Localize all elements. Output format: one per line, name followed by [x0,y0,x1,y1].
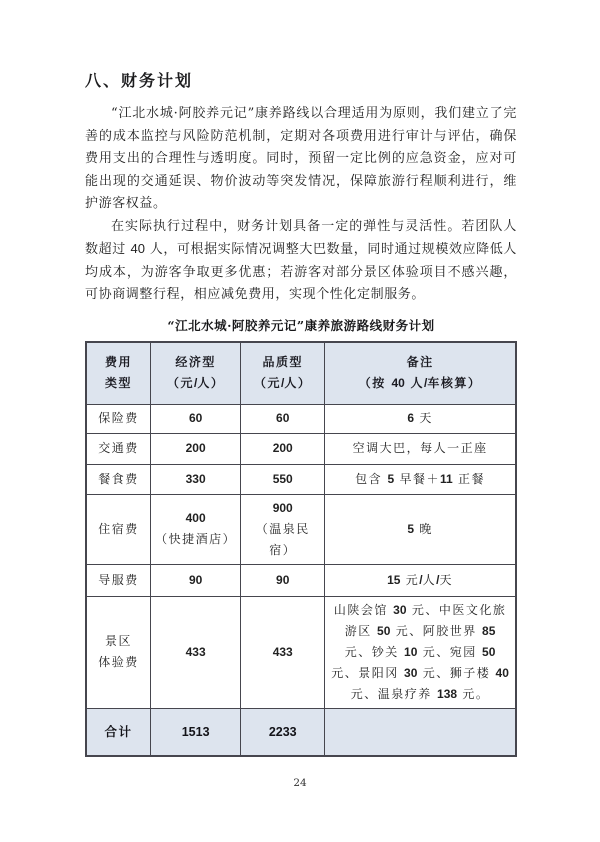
table-row [86,404,516,433]
finance-table [85,341,517,757]
cell-line: 餐食费 [98,471,139,486]
category-cell [86,433,151,464]
numeric-text: 90 [276,572,290,587]
cell-line [155,469,236,490]
economy-cell [151,494,241,564]
header-line: 备注 [406,355,434,369]
numeric-text: / [424,376,428,390]
numeric-text: 330 [185,471,206,486]
numeric-text: 200 [185,441,206,455]
cell-line [245,408,320,429]
cell-line: 景区 [104,634,132,648]
numeric-text: 40 [495,665,509,680]
numeric-text: / [281,376,285,390]
table-row [86,494,516,564]
cell-line [245,438,320,459]
cell-line [155,438,236,459]
table-title: “江北水城·阿胶养元记”康养旅游路线财务计划 [167,317,435,333]
numeric-text: 433 [185,644,206,659]
remark-cell: 山陕会馆 30 元、中医文化旅游区 50 元、阿胶世界 85 元、钞关 10 元、宛园 50 元、景阳冈 30 元、狮子楼 40 元、温泉疗养 138 元。 [325,596,516,708]
numeric-text: 50 [482,644,496,659]
remark-cell: 包含 5 早餐＋11 正餐 [325,464,516,494]
header-cell-quality [241,342,325,405]
numeric-text: 1513 [181,724,210,739]
numeric-text: 900 [272,500,293,515]
header-line: 经济型 [175,355,216,369]
remark-cell: 6 天 [325,404,516,433]
table-row [86,433,516,464]
numeric-text: 433 [272,644,293,659]
body-paragraph-2: 在实际执行过程中，财务计划具备一定的弹性与灵活性。若团队人数超过 40 人，可根据实际情况调整大巴数量，同时通过规模效应降低人均成本，为游客争取更多优惠；若游客对部分景区体验项目不感兴趣，可协商调整行程，相应减免费用，实现个性化定制服务。 [85,218,517,302]
numeric-text: 40 [391,376,405,390]
cell-line [245,469,320,490]
header-line: 费用 [104,355,132,369]
cell-line [155,408,236,429]
header-line: （元/人） [166,376,225,390]
page-number: 24 [293,777,307,789]
numeric-text: 550 [272,471,293,486]
quality-cell [241,494,325,564]
quality-cell [241,564,325,596]
economy-cell [151,433,241,464]
category-cell [86,464,151,494]
body-paragraph-1: “江北水城·阿胶养元记”康养路线以合理适用为原则，我们建立了完善的成本监控与风险防范机制，定期对各项费用进行审计与评估，确保费用支出的合理性与透明度。同时，预留一定比例的应急资金，应对可能出现的交通延误、物价波动等突发情况，保障旅游行程顺利进行，维护游客权益。 [85,106,517,211]
cell-line [245,642,320,663]
numeric-text: 11 [439,471,453,486]
quality-cell [241,596,325,708]
finance-table-body [86,404,516,708]
finance-table-header [86,342,516,405]
numeric-text: / [436,572,440,587]
cell-line: （温泉民宿） [255,521,310,557]
numeric-text: 2233 [268,724,297,739]
category-cell [86,404,151,433]
table-row [86,564,516,596]
cell-line: 保险费 [98,411,139,425]
total-economy-cell [151,708,241,756]
numeric-text: 200 [272,441,293,455]
numeric-text: 60 [276,411,290,425]
header-line: 品质型 [262,355,303,369]
cell-line: 住宿费 [98,521,139,536]
table-row [86,596,516,708]
header-line: （元/人） [254,376,312,390]
cell-line [155,508,236,529]
finance-table-footer [86,708,516,756]
numeric-text: / [419,572,423,587]
numeric-text: 40 [130,241,146,256]
header-cell-remark [325,342,516,405]
total-quality-cell [241,708,325,756]
numeric-text: 85 [482,623,496,638]
header-row [86,342,516,405]
quality-cell [241,433,325,464]
numeric-text: 138 [437,686,458,701]
numeric-text: 60 [188,411,203,425]
quality-cell [241,464,325,494]
table-row [86,464,516,494]
total-remark-cell [325,708,516,756]
remark-cell: 5 晚 [325,494,516,564]
numeric-text: / [193,376,198,390]
total-category-cell: 合计 [86,708,151,756]
section-heading: 八、财务计划 [85,71,194,90]
numeric-text: 5 [387,471,395,486]
cell-line [245,498,320,519]
category-cell [86,564,151,596]
cell-line: （快捷酒店） [155,532,237,546]
numeric-text: 30 [404,665,418,680]
remark-cell: 空调大巴，每人一正座 [325,433,516,464]
numeric-text: 400 [185,511,206,525]
economy-cell [151,404,241,433]
economy-cell [151,596,241,708]
cell-line: 导服费 [98,572,139,587]
numeric-text: 5 [407,521,414,536]
remark-cell: 15 元/人/天 [325,564,516,596]
total-row [86,708,516,756]
numeric-text: 15 [387,572,401,587]
category-cell [86,494,151,564]
numeric-text: 90 [188,572,203,587]
economy-cell [151,564,241,596]
header-line: 类型 [104,376,132,390]
category-cell [86,596,151,708]
header-cell-category [86,342,151,405]
header-cell-economy [151,342,241,405]
numeric-text: 6 [407,411,414,425]
cell-line [155,642,236,663]
numeric-text: 30 [393,602,407,617]
cell-line: 体验费 [98,655,139,669]
header-line: （按 40 人/车核算） [358,376,482,390]
numeric-text: 10 [404,644,418,659]
numeric-text: 50 [377,623,391,638]
quality-cell [241,404,325,433]
cell-line: 交通费 [98,441,139,455]
cell-line [245,570,320,591]
economy-cell [151,464,241,494]
cell-line [155,570,236,591]
